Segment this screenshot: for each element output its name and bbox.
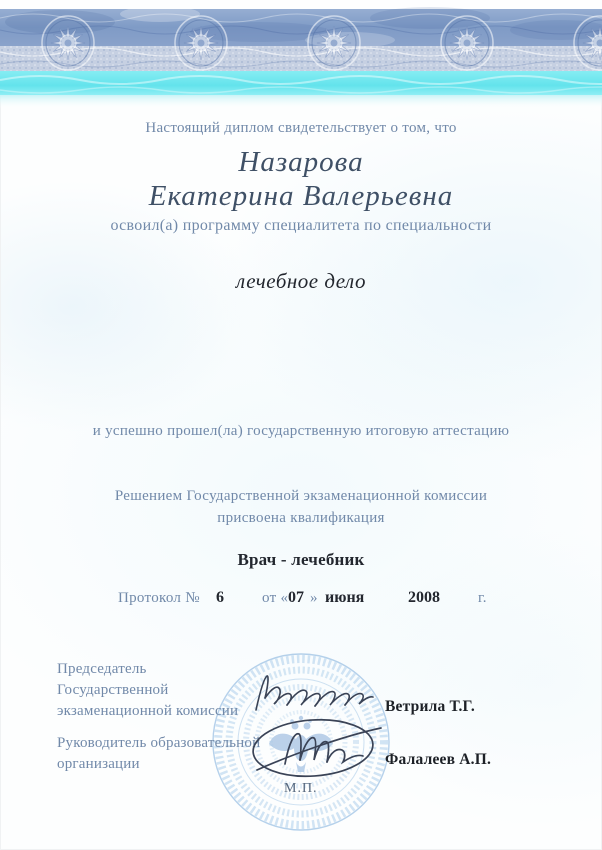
head-name: Фалалеев А.П. (385, 751, 492, 768)
chairman-title-line-1: Председатель (57, 661, 147, 677)
chairman-name: Ветрила Т.Г. (385, 698, 475, 715)
attestation-line: и успешно прошел(ла) государственную итоговую аттестацию (92, 423, 510, 439)
program-line: освоил(а) программу специалитета по специальности (110, 217, 492, 234)
protocol-month: июня (325, 589, 365, 606)
commission-line-2: присвоена квалификация (217, 510, 385, 526)
intro-line: Настоящий диплом свидетельствует о том, что (145, 120, 457, 136)
recipient-first-middle-name: Екатерина Валерьевна (148, 180, 454, 212)
protocol-number: 6 (216, 589, 224, 606)
chairman-title (57, 659, 238, 722)
protocol-year-suffix: г. (478, 590, 487, 606)
chairman-signature (252, 670, 382, 716)
guilloche-banner-art (0, 0, 602, 112)
protocol-year: 2008 (408, 589, 440, 606)
seal-place-label: М.П. (284, 781, 318, 796)
qualification-line: Врач - лечебник (237, 550, 365, 569)
recipient-last-name: Назарова (238, 146, 364, 178)
commission-line-1: Решением Государственной экзаменационной комиссии (114, 488, 488, 504)
head-signature (243, 712, 393, 784)
protocol-label: Протокол № (118, 590, 200, 606)
protocol-close-quote: » (310, 590, 318, 606)
protocol-day: 07 (288, 589, 304, 606)
head-title-line-1: Руководитель образовательной (57, 735, 261, 751)
chairman-title-line-3: экзаменационной комиссии (57, 703, 239, 719)
head-title-line-2: организации (57, 756, 140, 772)
guilloche-banner (0, 0, 602, 112)
head-title (57, 733, 260, 775)
protocol-from: от « (262, 590, 289, 606)
chairman-title-line-2: Государственной (57, 682, 169, 698)
specialty-line: лечебное дело (236, 269, 366, 293)
